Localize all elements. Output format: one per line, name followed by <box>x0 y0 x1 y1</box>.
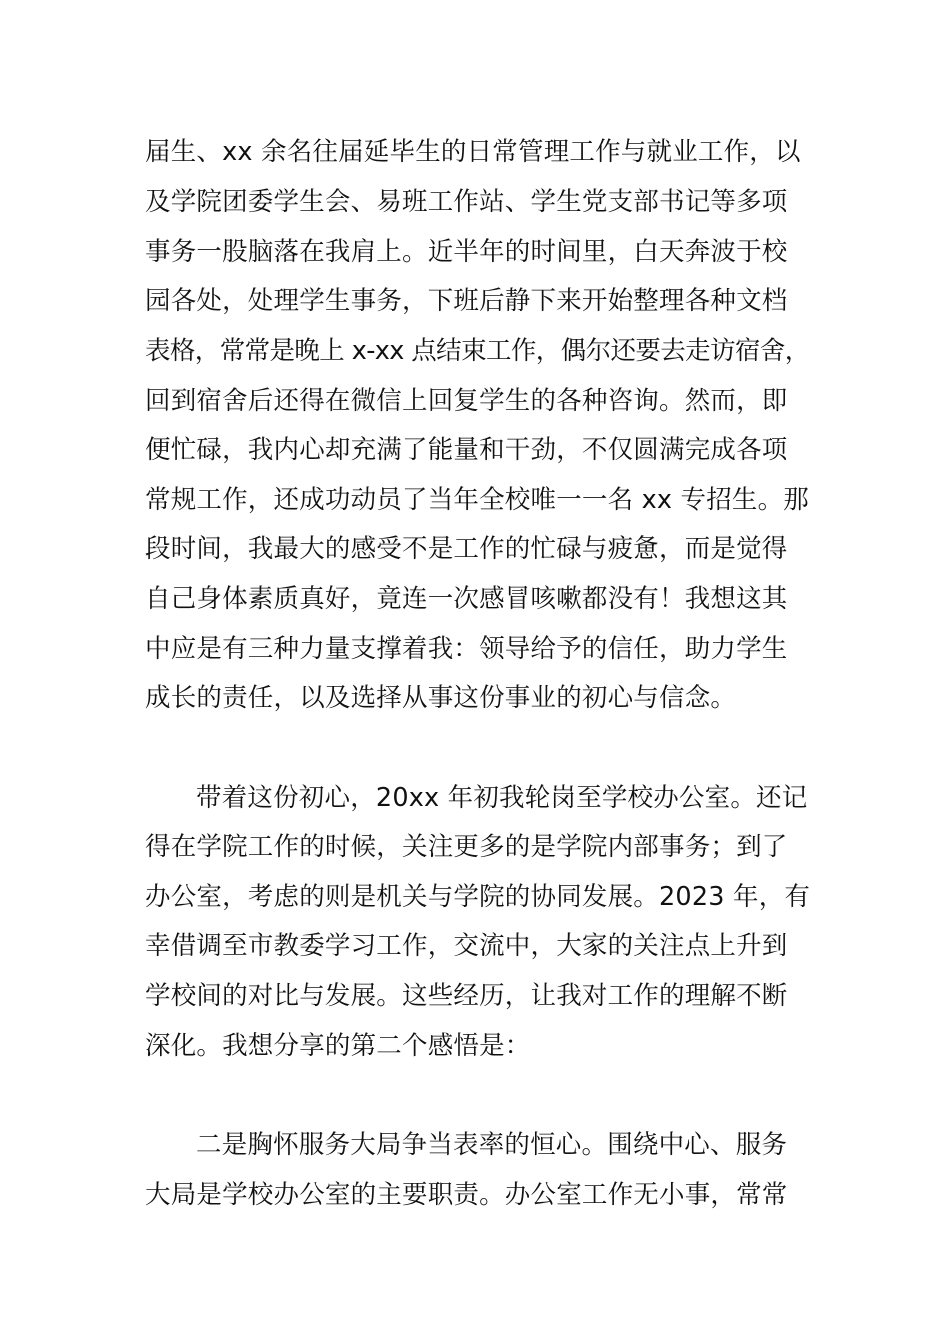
text-line: 深化。我想分享的第二个感悟是： <box>145 1031 531 1061</box>
text-line: 二是胸怀服务大局争当表率的恒心。围绕中心、服务 <box>196 1130 788 1160</box>
text-line: 表格，常常是晚上 x-xx 点结束工作，偶尔还要去走访宿舍， <box>145 336 810 366</box>
text-line: 届生、xx 余名往届延毕生的日常管理工作与就业工作，以 <box>145 137 801 167</box>
text-line: 段时间，我最大的感受不是工作的忙碌与疲惫，而是觉得 <box>145 534 788 564</box>
text-line: 事务一股脑落在我肩上。近半年的时间里，白天奔波于校 <box>145 237 788 267</box>
text-line: 中应是有三种力量支撑着我：领导给予的信任，助力学生 <box>145 634 788 664</box>
text-line: 幸借调至市教委学习工作，交流中，大家的关注点上升到 <box>145 931 788 961</box>
text-line: 办公室，考虑的则是机关与学院的协同发展。2023 年，有 <box>145 882 811 912</box>
text-line: 学校间的对比与发展。这些经历，让我对工作的理解不断 <box>145 981 788 1011</box>
text-line: 带着这份初心，20xx 年初我轮岗至学校办公室。还记 <box>196 783 808 813</box>
text-line: 园各处，处理学生事务，下班后静下来开始整理各种文档 <box>145 286 788 316</box>
text-line: 得在学院工作的时候，关注更多的是学院内部事务；到了 <box>145 832 788 862</box>
text-line: 大局是学校办公室的主要职责。办公室工作无小事，常常 <box>145 1180 788 1210</box>
text-line: 成长的责任，以及选择从事这份事业的初心与信念。 <box>145 683 737 713</box>
text-line: 自己身体素质真好，竟连一次感冒咳嗽都没有！我想这其 <box>145 584 788 614</box>
text-line: 及学院团委学生会、易班工作站、学生党支部书记等多项 <box>145 187 788 217</box>
text-line: 常规工作，还成功动员了当年全校唯一一名 xx 专招生。那 <box>145 485 809 515</box>
text-line: 便忙碌，我内心却充满了能量和干劲，不仅圆满完成各项 <box>145 435 788 465</box>
text-line: 回到宿舍后还得在微信上回复学生的各种咨询。然而，即 <box>145 386 788 416</box>
